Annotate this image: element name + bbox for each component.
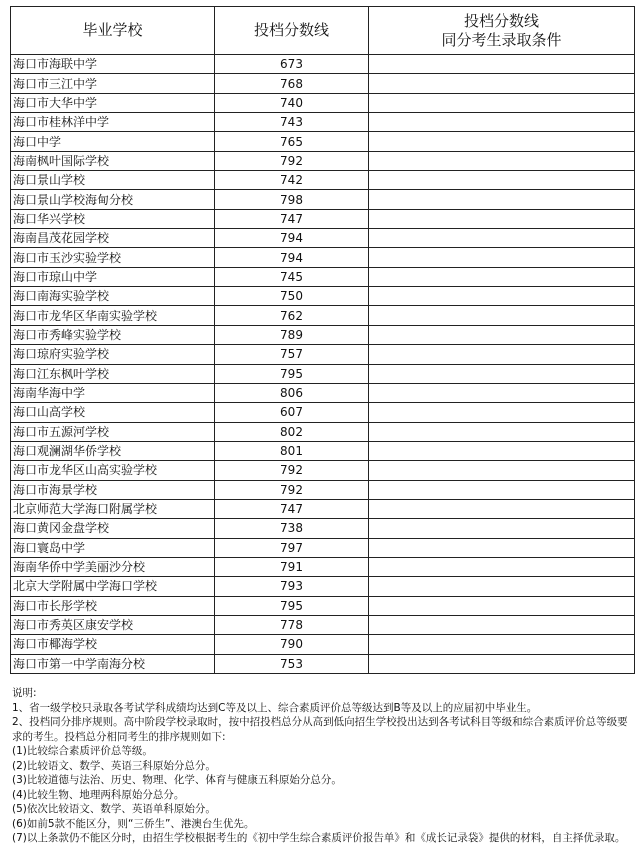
table-row [11, 229, 635, 248]
school-cell: 海口市三江中学 [11, 74, 215, 93]
school-cell: 海口琼府实验学校 [11, 345, 215, 364]
note-line: (6)如前5款不能区分，则“三侨生”、港澳台生优先。 [12, 817, 255, 830]
table-row [11, 538, 635, 557]
school-cell: 海口市海联中学 [11, 55, 215, 74]
school-cell: 海南华侨中学美丽沙分校 [11, 557, 215, 576]
condition-cell [369, 499, 635, 518]
school-cell: 北京大学附属中学海口学校 [11, 577, 215, 596]
header-school [11, 7, 215, 55]
condition-cell [369, 287, 635, 306]
table-row [11, 171, 635, 190]
condition-cell [369, 151, 635, 170]
condition-cell [369, 615, 635, 634]
score-cell: 797 [215, 538, 369, 557]
school-cell: 海口中学 [11, 132, 215, 151]
score-cell: 745 [215, 267, 369, 286]
school-cell: 海口江东枫叶学校 [11, 364, 215, 383]
note-line: 1、省一级学校只录取各考试学科成绩均达到C等及以上、综合素质评价总等级达到B等及以上的应届初中毕业生。 [12, 701, 538, 714]
score-cell: 795 [215, 596, 369, 615]
condition-cell [369, 113, 635, 132]
condition-cell [369, 538, 635, 557]
condition-cell [369, 519, 635, 538]
score-cell: 673 [215, 55, 369, 74]
table-row [11, 190, 635, 209]
table-row [11, 480, 635, 499]
score-cell: 801 [215, 441, 369, 460]
score-cell: 798 [215, 190, 369, 209]
school-cell: 海口华兴学校 [11, 209, 215, 228]
table-row [11, 267, 635, 286]
school-cell: 海口观澜湖华侨学校 [11, 441, 215, 460]
table-row [11, 519, 635, 538]
condition-cell [369, 325, 635, 344]
school-cell: 海口市桂林洋中学 [11, 113, 215, 132]
condition-cell [369, 422, 635, 441]
school-cell: 北京师范大学海口附属学校 [11, 499, 215, 518]
condition-cell [369, 229, 635, 248]
score-cell: 740 [215, 93, 369, 112]
notes-title: 说明: [12, 687, 37, 699]
admission-score-table [10, 6, 635, 674]
score-cell: 778 [215, 615, 369, 634]
table-row [11, 113, 635, 132]
score-cell: 795 [215, 364, 369, 383]
condition-cell [369, 267, 635, 286]
table-row [11, 151, 635, 170]
condition-cell [369, 74, 635, 93]
table-row [11, 325, 635, 344]
score-cell: 747 [215, 209, 369, 228]
table-row [11, 596, 635, 615]
header-condition [369, 7, 635, 55]
condition-cell [369, 93, 635, 112]
condition-cell [369, 345, 635, 364]
table-row [11, 287, 635, 306]
school-cell: 海南昌茂花园学校 [11, 229, 215, 248]
score-cell: 768 [215, 74, 369, 93]
table-row [11, 461, 635, 480]
table-body [11, 55, 635, 674]
score-cell: 742 [215, 171, 369, 190]
score-cell: 789 [215, 325, 369, 344]
condition-cell [369, 306, 635, 325]
note-line: (2)比较语文、数学、英语三科原始分总分。 [12, 759, 216, 772]
school-cell: 海口市长彤学校 [11, 596, 215, 615]
condition-cell [369, 190, 635, 209]
score-cell: 753 [215, 654, 369, 673]
table-row [11, 345, 635, 364]
school-cell: 海口市秀英区康安学校 [11, 615, 215, 634]
condition-cell [369, 577, 635, 596]
condition-cell [369, 654, 635, 673]
score-cell: 757 [215, 345, 369, 364]
table-row [11, 383, 635, 402]
school-cell: 海南华海中学 [11, 383, 215, 402]
note-line: (1)比较综合素质评价总等级。 [12, 745, 153, 757]
condition-cell [369, 248, 635, 267]
condition-cell [369, 209, 635, 228]
school-cell: 海口山高学校 [11, 403, 215, 422]
table-row [11, 403, 635, 422]
score-cell: 792 [215, 461, 369, 480]
table-row [11, 577, 635, 596]
condition-cell [369, 171, 635, 190]
header-score-label: 投档分数线 [253, 21, 329, 39]
note-line: (4)比较生物、地理两科原始分总分。 [12, 788, 185, 801]
school-cell: 海口市五源河学校 [11, 422, 215, 441]
table-header-row [11, 7, 635, 55]
condition-cell [369, 403, 635, 422]
table-row [11, 635, 635, 654]
note-line: (7)以上条款仍不能区分时，由招生学校根据考生的《初中学生综合素质评价报告单》和《成长记录袋》提供的材料，自主择优录取。 [12, 832, 626, 844]
condition-cell [369, 55, 635, 74]
condition-cell [369, 480, 635, 499]
table-row [11, 615, 635, 634]
note-line: 2、投档同分排序规则。高中阶段学校录取时，按中招投档总分从高到低向招生学校投出达到各考试科目等级和综合素质评价总等级要求的考生。投档总分相同考生的排序规则如下: [12, 716, 628, 743]
school-cell: 海口市大华中学 [11, 93, 215, 112]
note-line: (3)比较道德与法治、历史、物理、化学、体育与健康五科原始分总分。 [12, 774, 342, 786]
score-cell: 792 [215, 480, 369, 499]
note-line: (5)依次比较语文、数学、英语单科原始分。 [12, 803, 216, 815]
table-row [11, 209, 635, 228]
score-cell: 792 [215, 151, 369, 170]
condition-cell [369, 364, 635, 383]
school-cell: 海口市秀峰实验学校 [11, 325, 215, 344]
school-cell: 海口市椰海学校 [11, 635, 215, 654]
score-cell: 765 [215, 132, 369, 151]
score-cell: 738 [215, 519, 369, 538]
school-cell: 海口市玉沙实验学校 [11, 248, 215, 267]
school-cell: 海口市第一中学南海分校 [11, 654, 215, 673]
score-cell: 806 [215, 383, 369, 402]
condition-cell [369, 383, 635, 402]
header-score [215, 7, 369, 55]
table-row [11, 55, 635, 74]
school-cell: 海口市琼山中学 [11, 267, 215, 286]
table-row [11, 441, 635, 460]
condition-cell [369, 441, 635, 460]
table-row [11, 93, 635, 112]
school-cell: 海口市海景学校 [11, 480, 215, 499]
school-cell: 海口黄冈金盘学校 [11, 519, 215, 538]
score-cell: 790 [215, 635, 369, 654]
school-cell: 海口寰岛中学 [11, 538, 215, 557]
table-row [11, 74, 635, 93]
table-row [11, 499, 635, 518]
header-condition-line1: 投档分数线 [463, 11, 539, 30]
school-cell: 海口南海实验学校 [11, 287, 215, 306]
header-condition-line2: 同分考生录取条件 [441, 30, 562, 49]
condition-cell [369, 557, 635, 576]
score-cell: 793 [215, 577, 369, 596]
table-row [11, 132, 635, 151]
condition-cell [369, 635, 635, 654]
table-row [11, 422, 635, 441]
score-cell: 747 [215, 499, 369, 518]
score-cell: 607 [215, 403, 369, 422]
school-cell: 海口市龙华区华南实验学校 [11, 306, 215, 325]
notes-lines [12, 701, 632, 846]
table-row [11, 654, 635, 673]
score-cell: 802 [215, 422, 369, 441]
school-cell: 海口市龙华区山高实验学校 [11, 461, 215, 480]
table-row [11, 248, 635, 267]
score-cell: 791 [215, 557, 369, 576]
table-row [11, 306, 635, 325]
notes-section [12, 686, 632, 846]
condition-cell [369, 596, 635, 615]
condition-cell [369, 132, 635, 151]
score-cell: 750 [215, 287, 369, 306]
table-row [11, 557, 635, 576]
school-cell: 海口景山学校 [11, 171, 215, 190]
score-cell: 794 [215, 248, 369, 267]
condition-cell [369, 461, 635, 480]
score-cell: 794 [215, 229, 369, 248]
table-row [11, 364, 635, 383]
school-cell: 海口景山学校海甸分校 [11, 190, 215, 209]
score-cell: 762 [215, 306, 369, 325]
score-cell: 743 [215, 113, 369, 132]
school-cell: 海南枫叶国际学校 [11, 151, 215, 170]
header-school-label: 毕业学校 [82, 21, 143, 39]
